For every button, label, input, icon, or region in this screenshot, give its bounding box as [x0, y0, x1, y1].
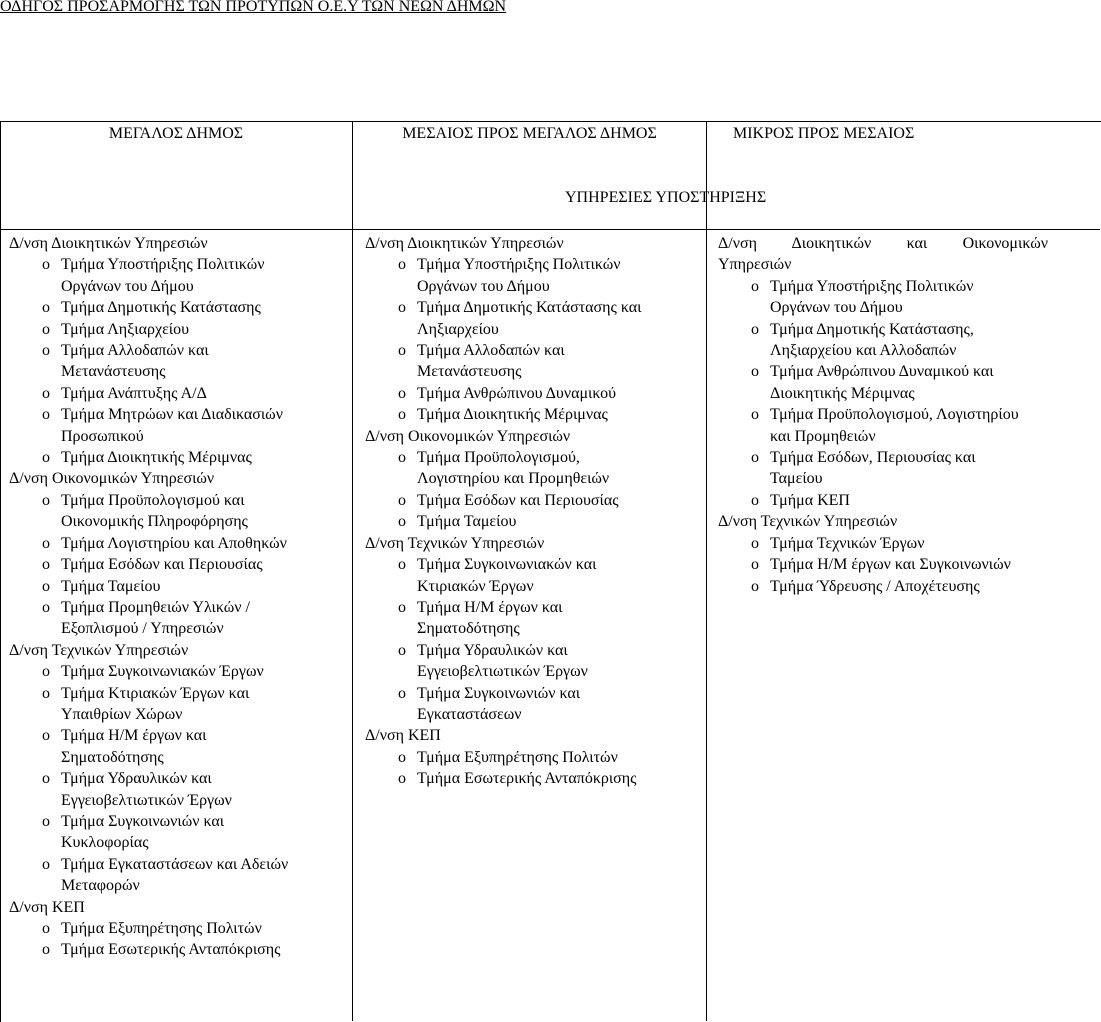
list-bullet-icon: o — [42, 406, 50, 424]
department-item-line: Μετανάστευσης — [61, 363, 166, 381]
list-bullet-icon: o — [42, 342, 50, 360]
department-item-line: Τμήμα Υποστήριξης Πολιτικών — [61, 256, 265, 274]
list-bullet-icon: o — [42, 598, 50, 616]
department-item-line: Οικονομικής Πληροφόρησης — [61, 513, 248, 531]
department-item — [9, 447, 339, 468]
list-bullet-icon: o — [398, 598, 406, 616]
department-item-line: Τμήμα Κτιριακών Έργων και — [61, 684, 250, 702]
department-item — [718, 490, 1048, 511]
department-item-line: Τμήμα Ανθρώπινου Δυναμικού — [417, 384, 616, 402]
directorate-heading: Δ/νση Διοικητικών και Οικονομικών — [718, 235, 1048, 252]
department-item — [9, 404, 339, 447]
list-bullet-icon: o — [42, 384, 50, 402]
list-bullet-icon: o — [42, 855, 50, 873]
department-item — [9, 297, 339, 318]
list-bullet-icon: o — [398, 406, 406, 424]
section-title: ΥΠΗΡΕΣΙΕΣ ΥΠΟΣΤΗΡΙΞΗΣ — [565, 189, 767, 206]
department-item — [718, 319, 1048, 362]
department-item — [718, 576, 1048, 597]
list-bullet-icon: o — [42, 556, 50, 574]
list-bullet-icon: o — [398, 748, 406, 766]
list-bullet-icon: o — [42, 299, 50, 317]
department-item-line: Σηματοδότησης — [417, 620, 520, 638]
department-item-line: Ληξιαρχείου και Αλλοδαπών — [770, 342, 957, 360]
department-item — [9, 383, 339, 404]
list-bullet-icon: o — [398, 513, 406, 531]
department-item-line: Οργάνων του Δήμου — [61, 277, 194, 295]
list-bullet-icon: o — [42, 491, 50, 509]
list-bullet-icon: o — [398, 342, 406, 360]
department-item-line: Τμήμα Μητρώων και Διαδικασιών — [61, 406, 283, 424]
department-item-line: Τμήμα Ληξιαρχείου — [61, 320, 190, 338]
department-item — [365, 297, 695, 340]
department-item-line: Εξοπλισμού / Υπηρεσιών — [61, 620, 224, 638]
directorate-heading: Δ/νση Τεχνικών Υπηρεσιών — [718, 513, 898, 531]
department-item — [9, 768, 339, 811]
department-item — [718, 276, 1048, 319]
directorate-heading: Δ/νση Διοικητικών Υπηρεσιών — [365, 235, 564, 252]
department-item-line: Ληξιαρχείου — [417, 320, 499, 338]
department-item-line: Οργάνων του Δήμου — [770, 299, 903, 317]
department-item — [365, 383, 695, 404]
department-item-line: Σηματοδότησης — [61, 748, 164, 766]
list-bullet-icon: o — [42, 449, 50, 467]
list-bullet-icon: o — [751, 577, 759, 595]
list-bullet-icon: o — [751, 556, 759, 574]
department-item — [9, 725, 339, 768]
list-bullet-icon: o — [398, 256, 406, 274]
column-divider — [706, 121, 707, 1021]
department-item-line: Τμήμα Προϋπολογισμού, — [417, 449, 580, 467]
directorate-heading: Δ/νση ΚΕΠ — [365, 727, 441, 745]
department-item-line: Τμήμα Προμηθειών Υλικών / — [61, 598, 250, 616]
department-item-line: Τμήμα Εσόδων και Περιουσίας — [417, 491, 619, 509]
department-item-line: Τμήμα Συγκοινωνιακών Έργων — [61, 663, 264, 681]
department-item-line: Τμήμα Λογιστηρίου και Αποθηκών — [61, 534, 287, 552]
department-item-line: Τμήμα Προϋπολογισμού και — [61, 491, 245, 509]
list-bullet-icon: o — [42, 920, 50, 937]
directorate-heading: Δ/νση ΚΕΠ — [9, 898, 85, 916]
list-bullet-icon: o — [398, 684, 406, 702]
column-small-medium-services — [718, 233, 1048, 597]
department-item-line: Τμήμα Δημοτικής Κατάστασης — [61, 299, 261, 317]
department-item-line: Μετανάστευσης — [417, 363, 522, 381]
list-bullet-icon: o — [42, 812, 50, 830]
list-bullet-icon: o — [42, 534, 50, 552]
department-item-line: Τμήμα Υποστήριξης Πολιτικών — [770, 277, 974, 295]
directorate-heading: Δ/νση Διοικητικών Υπηρεσιών — [9, 235, 208, 252]
department-item-line: Κτιριακών Έργων — [417, 577, 534, 595]
department-item — [9, 490, 339, 533]
department-item — [718, 554, 1048, 575]
department-item — [9, 811, 339, 854]
list-bullet-icon: o — [42, 727, 50, 745]
list-bullet-icon: o — [42, 684, 50, 702]
department-item — [718, 447, 1048, 490]
department-item — [9, 576, 339, 597]
department-item-line: Τμήμα Διοικητικής Μέριμνας — [417, 406, 608, 424]
department-item-line: Τμήμα Δημοτικής Κατάστασης και — [417, 299, 642, 317]
department-item — [365, 768, 695, 789]
department-item-line: Τμήμα Η/Μ έργων και — [417, 598, 563, 616]
department-item — [9, 661, 339, 682]
department-item — [365, 340, 695, 383]
list-bullet-icon: o — [398, 556, 406, 574]
department-item-line: Τμήμα Ταμείου — [61, 577, 161, 595]
document-header-title: ΟΔΗΓΟΣ ΠΡΟΣΑΡΜΟΓΗΣ ΤΩΝ ΠΡΟΤΥΠΩΝ Ο.Ε.Υ ΤΩΝ ΝΕΩΝ ΔΗΜΩΝ — [0, 0, 507, 15]
list-bullet-icon: o — [42, 256, 50, 274]
department-item-line: Διοικητικής Μέριμνας — [770, 384, 915, 402]
list-bullet-icon: o — [751, 449, 759, 467]
directorate-heading: Υπηρεσιών — [718, 256, 792, 274]
list-bullet-icon: o — [751, 491, 759, 509]
department-item-line: Τμήμα Η/Μ έργων και Συγκοινωνιών — [770, 556, 1011, 574]
department-item — [9, 918, 339, 939]
column-divider — [352, 121, 353, 1021]
department-item — [9, 597, 339, 640]
department-item — [9, 939, 339, 960]
department-item — [718, 404, 1048, 447]
column-header-medium-large: ΜΕΣΑΙΟΣ ΠΡΟΣ ΜΕΓΑΛΟΣ ΔΗΜΟΣ — [402, 125, 657, 142]
column-header-small-medium: ΜΙΚΡΟΣ ΠΡΟΣ ΜΕΣΑΙΟΣ — [733, 125, 915, 142]
department-item — [365, 447, 695, 490]
department-item-line: Τμήμα Συγκοινωνιών και — [417, 684, 581, 702]
department-item-line: Τμήμα Ανθρώπινου Δυναμικού και — [770, 363, 994, 381]
list-bullet-icon: o — [398, 449, 406, 467]
directorate-heading: Δ/νση Οικονομικών Υπηρεσιών — [9, 470, 215, 488]
list-bullet-icon: o — [398, 384, 406, 402]
department-item — [365, 254, 695, 297]
department-item — [9, 854, 339, 897]
department-item — [365, 490, 695, 511]
department-item — [9, 340, 339, 383]
department-item-line: Τμήμα Διοικητικής Μέριμνας — [61, 449, 252, 467]
department-item-line: Ταμείου — [770, 470, 823, 488]
list-bullet-icon: o — [42, 941, 50, 959]
list-bullet-icon: o — [751, 363, 759, 381]
department-item — [365, 640, 695, 683]
department-item — [9, 554, 339, 575]
department-item-line: Προσωπικού — [61, 427, 144, 445]
list-bullet-icon: o — [751, 534, 759, 552]
department-item-line: Τμήμα Αλλοδαπών και — [61, 342, 209, 360]
department-item-line: Μεταφορών — [61, 877, 140, 895]
column-header-large: ΜΕΓΑΛΟΣ ΔΗΜΟΣ — [108, 125, 244, 142]
directorate-heading: Δ/νση Τεχνικών Υπηρεσιών — [365, 534, 545, 552]
department-item-line: Τμήμα Αλλοδαπών και — [417, 342, 565, 360]
department-item — [365, 404, 695, 425]
department-item-line: Τμήμα Εσωτερικής Ανταπόκρισης — [61, 941, 281, 959]
department-item-line: Τμήμα Υδραυλικών και — [417, 641, 568, 659]
department-item-line: Τμήμα Συγκοινωνιών και — [61, 812, 225, 830]
department-item — [365, 597, 695, 640]
list-bullet-icon: o — [42, 770, 50, 788]
department-item-line: Τμήμα Εξυπηρέτησης Πολιτών — [61, 920, 262, 937]
column-medium-large-services — [365, 233, 695, 790]
list-bullet-icon: o — [398, 491, 406, 509]
department-item-line: Τμήμα Ταμείου — [417, 513, 517, 531]
department-item-line: Οργάνων του Δήμου — [417, 277, 550, 295]
department-item-line: Τμήμα Ύδρευσης / Αποχέτευσης — [770, 577, 980, 595]
list-bullet-icon: o — [751, 277, 759, 295]
directorate-heading: Δ/νση Τεχνικών Υπηρεσιών — [9, 641, 189, 659]
department-item-line: Λογιστηρίου και Προμηθειών — [417, 470, 610, 488]
department-item-line: Τμήμα Τεχνικών Έργων — [770, 534, 925, 552]
list-bullet-icon: o — [42, 320, 50, 338]
department-item-line: Κυκλοφορίας — [61, 834, 149, 852]
department-item-line: Τμήμα Εγκαταστάσεων και Αδειών — [61, 855, 289, 873]
column-large-services — [9, 233, 339, 961]
department-item-line: Εγκαταστάσεων — [417, 705, 522, 723]
department-item — [9, 533, 339, 554]
department-item — [9, 683, 339, 726]
department-item-line: Τμήμα Εσόδων, Περιουσίας και — [770, 449, 976, 467]
department-item-line: Τμήμα Η/Μ έργων και — [61, 727, 207, 745]
department-item-line: Τμήμα ΚΕΠ — [770, 491, 850, 509]
department-item — [9, 254, 339, 297]
department-item-line: Τμήμα Εσόδων και Περιουσίας — [61, 556, 263, 574]
department-item — [365, 747, 695, 768]
list-bullet-icon: o — [398, 299, 406, 317]
list-bullet-icon: o — [398, 770, 406, 788]
department-item — [718, 533, 1048, 554]
department-item-line: Τμήμα Προϋπολογισμού, Λογιστηρίου — [770, 406, 1019, 424]
department-item — [365, 511, 695, 532]
list-bullet-icon: o — [751, 406, 759, 424]
department-item-line: Υπαιθρίων Χώρων — [61, 705, 183, 723]
row-divider — [0, 229, 1100, 230]
list-bullet-icon: o — [398, 641, 406, 659]
list-bullet-icon: o — [42, 663, 50, 681]
directorate-heading: Δ/νση Οικονομικών Υπηρεσιών — [365, 427, 571, 445]
department-item-line: Τμήμα Υποστήριξης Πολιτικών — [417, 256, 621, 274]
list-bullet-icon: o — [42, 577, 50, 595]
department-item — [9, 319, 339, 340]
department-item-line: Τμήμα Δημοτικής Κατάστασης, — [770, 320, 974, 338]
department-item — [718, 361, 1048, 404]
department-item-line: Τμήμα Εσωτερικής Ανταπόκρισης — [417, 770, 637, 788]
department-item-line: Εγγειοβελτιωτικών Έργων — [417, 663, 588, 681]
department-item — [365, 554, 695, 597]
department-item-line: Τμήμα Υδραυλικών και — [61, 770, 212, 788]
department-item-line: Τμήμα Συγκοινωνιακών και — [417, 556, 597, 574]
department-item-line: και Προμηθειών — [770, 427, 876, 445]
list-bullet-icon: o — [751, 320, 759, 338]
department-item-line: Τμήμα Εξυπηρέτησης Πολιτών — [417, 748, 618, 766]
department-item — [365, 683, 695, 726]
department-item-line: Τμήμα Ανάπτυξης Α/Δ — [61, 384, 207, 402]
department-item-line: Εγγειοβελτιωτικών Έργων — [61, 791, 232, 809]
